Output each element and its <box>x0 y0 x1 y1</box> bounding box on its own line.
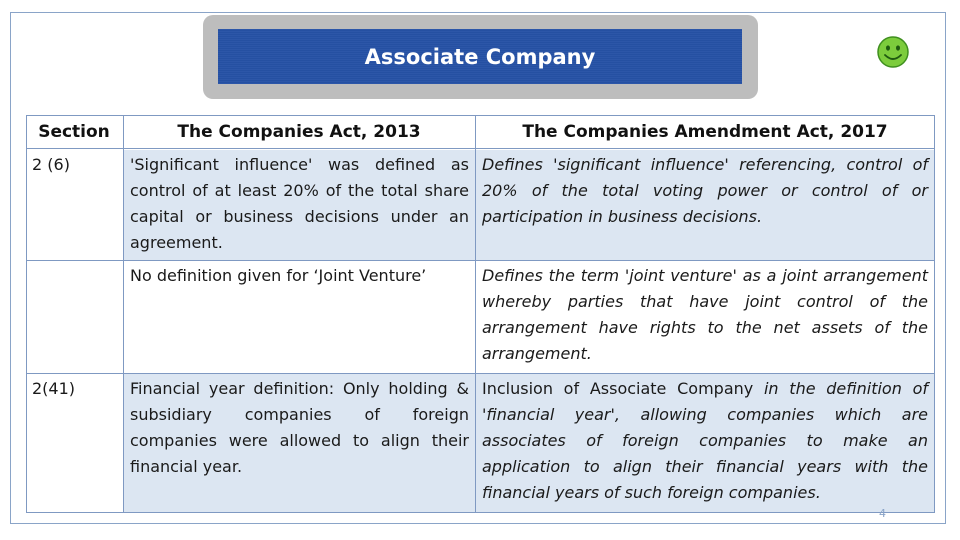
table-row-line <box>26 260 935 261</box>
act-2013-cell: Financial year definition: Only holding & subsidiary companies of foreign companies were allowed to align their financial year. <box>124 374 475 512</box>
act-2017-cell <box>476 374 934 512</box>
section-cell <box>26 261 123 373</box>
act-2013-cell: No definition given for ‘Joint Venture’ <box>130 266 427 285</box>
table-row-line <box>26 373 935 374</box>
section-cell: 2(41) <box>32 379 76 398</box>
smiley-face-icon <box>877 36 909 68</box>
header-act-2017: The Companies Amendment Act, 2017 <box>522 121 888 142</box>
act-2017-cell: Defines 'significant influence' referencing, control of 20% of the total voting power or control of or participation in business decisions. <box>476 150 934 260</box>
section-cell: 2 (6) <box>32 155 70 174</box>
act-2017-prefix: Inclusion of Associate Company <box>482 379 754 398</box>
table-header-line <box>26 148 935 149</box>
table-top-line <box>26 115 935 116</box>
table-right-line <box>934 115 935 513</box>
table-left-line <box>26 115 27 513</box>
page-number: 4 <box>879 507 886 520</box>
act-2013-cell: 'Significant influence' was defined as control of at least 20% of the total share capital or business decisions under an agreement. <box>124 150 475 260</box>
header-section: Section <box>38 121 110 142</box>
act-2017-rest: in the definition of 'financial year', allowing companies which are associates of foreign companies to make an application to align their financial years with the financial years of such foreign companies. <box>482 379 928 502</box>
table-col-line <box>475 115 476 513</box>
slide-title: Associate Company <box>218 29 742 84</box>
header-act-2013: The Companies Act, 2013 <box>177 121 421 142</box>
table-col-line <box>123 115 124 513</box>
table-bottom-line <box>26 512 935 513</box>
act-2017-cell: Defines the term 'joint venture' as a joint arrangement whereby parties that have joint control of the arrangement have rights to the net assets of the arrangement. <box>482 266 928 363</box>
